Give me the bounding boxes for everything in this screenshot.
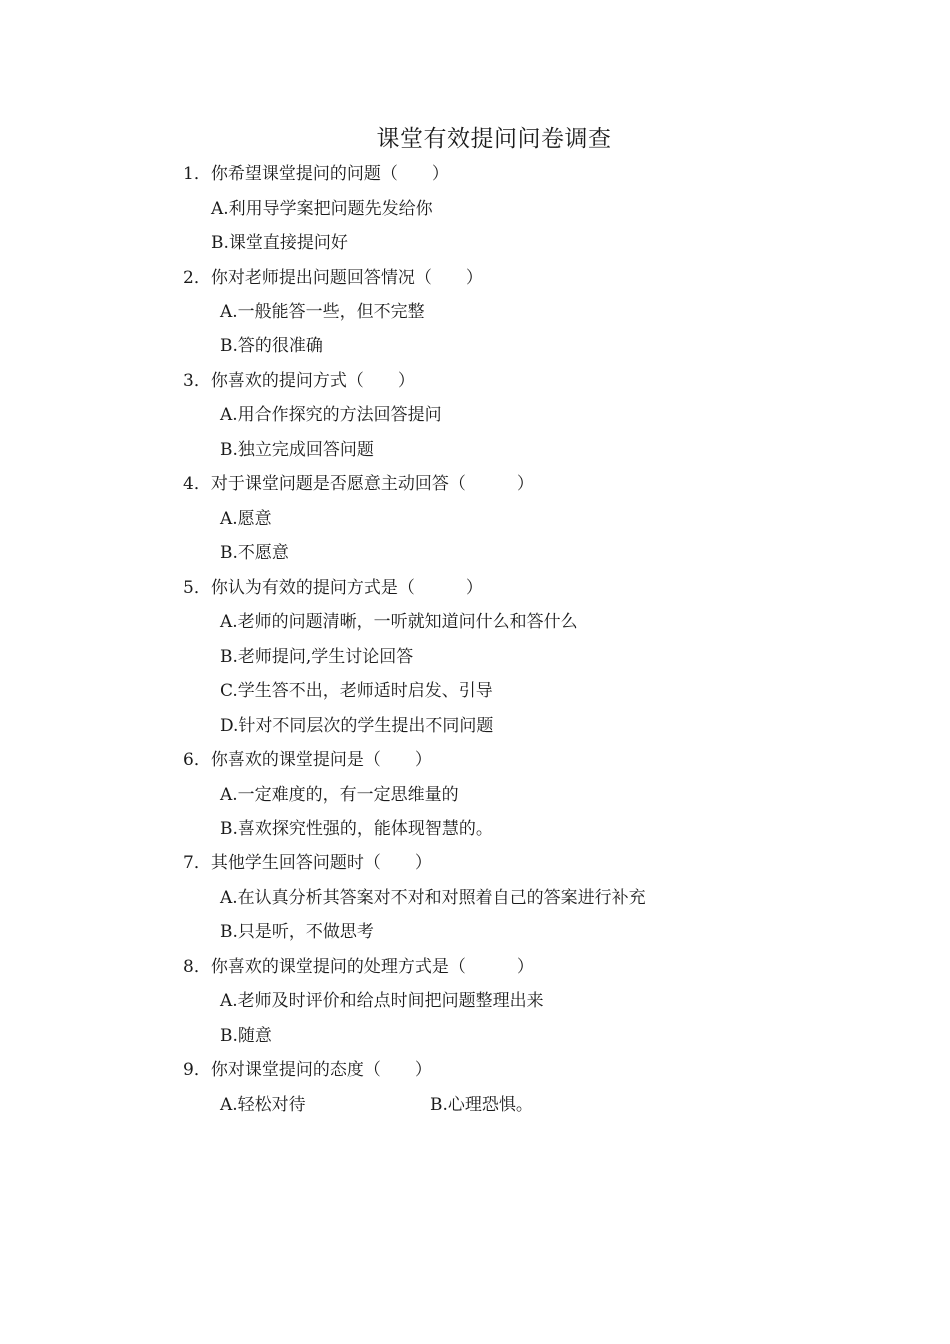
question-3-option-a: A.用合作探究的方法回答提问 xyxy=(220,405,442,425)
question-9: 9．你对课堂提问的态度（ ） xyxy=(183,1060,432,1080)
question-5-option-d: D.针对不同层次的学生提出不同问题 xyxy=(220,716,494,736)
question-5-option-c: C.学生答不出，老师适时启发、引导 xyxy=(220,681,493,701)
question-7-option-b: B.只是听，不做思考 xyxy=(220,922,374,942)
question-2-option-a: A.一般能答一些，但不完整 xyxy=(220,302,425,322)
question-5: 5．你认为有效的提问方式是（ ） xyxy=(183,578,483,598)
question-8: 8．你喜欢的课堂提问的处理方式是（ ） xyxy=(183,957,534,977)
question-2: 2．你对老师提出问题回答情况（ ） xyxy=(183,268,483,288)
question-8-option-a: A.老师及时评价和给点时间把问题整理出来 xyxy=(220,991,544,1011)
document-title: 课堂有效提问问卷调查 xyxy=(376,126,612,152)
question-6-option-b: B.喜欢探究性强的，能体现智慧的。 xyxy=(220,819,493,839)
question-7-option-a: A.在认真分析其答案对不对和对照着自己的答案进行补充 xyxy=(220,888,646,908)
question-5-option-b: B.老师提问,学生讨论回答 xyxy=(220,647,414,667)
question-3: 3．你喜欢的提问方式（ ） xyxy=(183,371,415,391)
question-4-option-a: A.愿意 xyxy=(220,509,272,529)
question-1: 1．你希望课堂提问的问题（ ） xyxy=(183,164,449,184)
question-5-option-a: A.老师的问题清晰，一听就知道问什么和答什么 xyxy=(220,612,578,632)
question-2-option-b: B.答的很准确 xyxy=(220,336,323,356)
question-1-option-b: B.课堂直接提问好 xyxy=(211,233,348,253)
question-4: 4．对于课堂问题是否愿意主动回答（ ） xyxy=(183,474,534,494)
question-9-option-a: A.轻松对待 xyxy=(220,1095,306,1115)
question-8-option-b: B.随意 xyxy=(220,1026,272,1046)
question-6-option-a: A.一定难度的，有一定思维量的 xyxy=(220,785,459,805)
question-9-option-b: B.心理恐惧。 xyxy=(430,1095,533,1115)
question-4-option-b: B.不愿意 xyxy=(220,543,289,563)
question-1-option-a: A.利用导学案把问题先发给你 xyxy=(211,199,433,219)
question-3-option-b: B.独立完成回答问题 xyxy=(220,440,374,460)
question-6: 6．你喜欢的课堂提问是（ ） xyxy=(183,750,432,770)
question-7: 7．其他学生回答问题时（ ） xyxy=(183,853,432,873)
